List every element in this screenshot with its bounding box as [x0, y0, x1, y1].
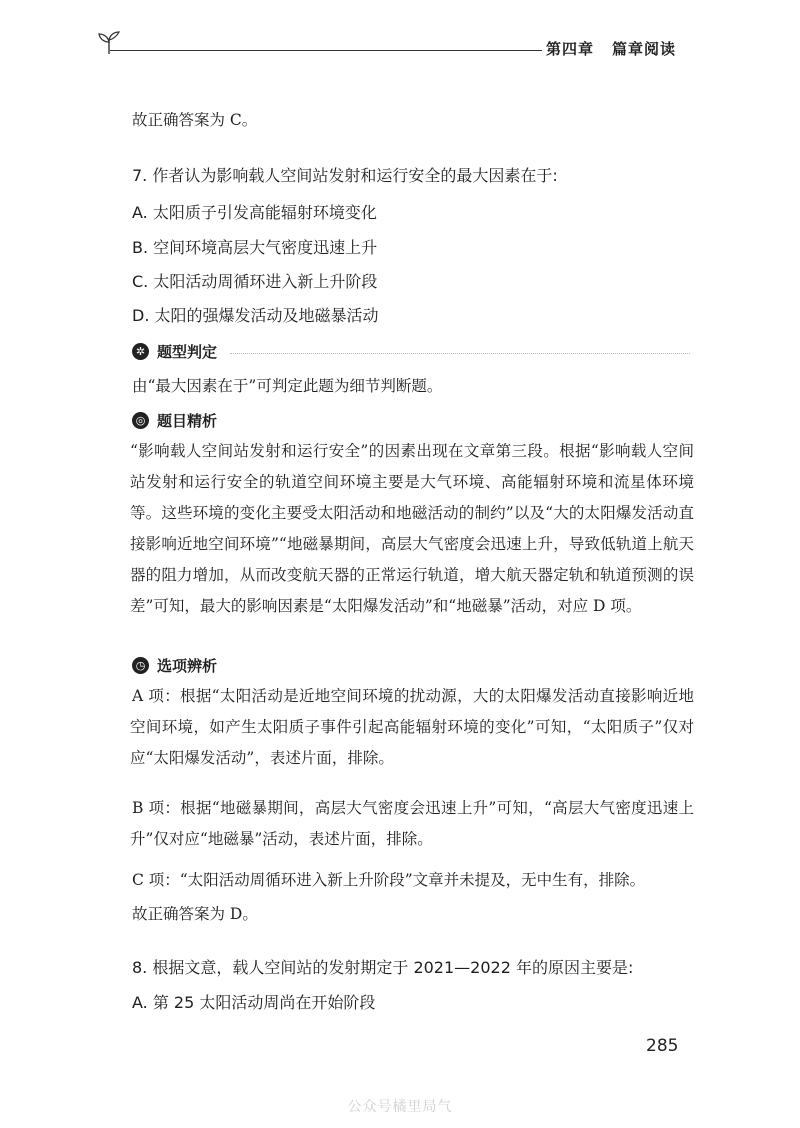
section-label: 篇章阅读 [612, 40, 677, 58]
q7-option-a: A. 太阳质子引发高能辐射环境变化 [132, 203, 377, 222]
question-7-stem: 7. 作者认为影响载人空间站发射和运行安全的最大因素在于: [132, 166, 558, 185]
option-b-analysis: B 项：根据“地磁暴期间，高层大气密度会迅速上升”可知，“高层大气密度迅速上升”仅对应“地磁暴”活动，表述片面，排除。 [130, 799, 694, 848]
type-judgment-title: 题型判定 [157, 342, 218, 361]
type-judgment-heading [132, 340, 217, 362]
analysis-heading [132, 409, 217, 431]
watermark: 公众号橘里局气 [347, 1099, 453, 1115]
target-icon: ◎ [132, 412, 149, 429]
sprout-icon [94, 28, 124, 58]
analysis-title: 题目精析 [157, 411, 218, 430]
header-rule [110, 50, 542, 51]
option-analysis-heading [132, 654, 217, 676]
chapter-label: 第四章 [546, 40, 595, 58]
analysis-text: “影响载人空间站发射和运行安全”的因素出现在文章第三段。根据“影响载人空间站发射和运行安全的轨道空间环境主要是大气环境、高能辐射环境和流星体环境等。这些环境的变化主要受太阳活动和地磁活动的制约”以及“大的太阳爆发活动直接影响近地空间环境”“地磁暴期间，高层大气密度会迅速上升，导致低轨道上航天器的阻力增加，从而改变航天器的正常运行轨道，增大航天器定轨和轨道预测的误差”可知，最大的影响因素是“太阳爆发活动”和“地磁暴”活动，对应 D 项。 [130, 442, 694, 615]
option-a-analysis: A 项：根据“太阳活动是近地空间环境的扰动源，大的太阳爆发活动直接影响近地空间环境，如产生太阳质子事件引起高能辐射环境的变化”可知，“太阳质子”仅对应“太阳爆发活动”，表述片面，排除。 [130, 687, 694, 767]
page-number: 285 [646, 1036, 679, 1056]
q7-option-b: B. 空间环境高层大气密度迅速上升 [132, 238, 378, 257]
q7-option-c: C. 太阳活动周循环进入新上升阶段 [132, 272, 378, 291]
option-c-analysis: C 项：“太阳活动周循环进入新上升阶段”文章并未提及，无中生有，排除。 [132, 871, 646, 889]
previous-answer: 故正确答案为 C。 [132, 111, 258, 129]
question-8-stem: 8. 根据文意，载人空间站的发射期定于 2021—2022 年的原因主要是: [132, 958, 634, 977]
q7-option-d: D. 太阳的强爆发活动及地磁暴活动 [132, 306, 379, 325]
type-judgment-text: 由“最大因素在于”可判定此题为细节判断题。 [132, 377, 443, 395]
running-header [546, 38, 676, 60]
q8-option-a: A. 第 25 太阳活动周尚在开始阶段 [132, 993, 376, 1012]
option-analysis-title: 选项辨析 [157, 656, 218, 675]
clock-icon: ◷ [132, 657, 149, 674]
gear-icon: ✲ [132, 343, 149, 360]
dotted-rule [230, 353, 690, 354]
question-7-answer: 故正确答案为 D。 [132, 905, 258, 923]
